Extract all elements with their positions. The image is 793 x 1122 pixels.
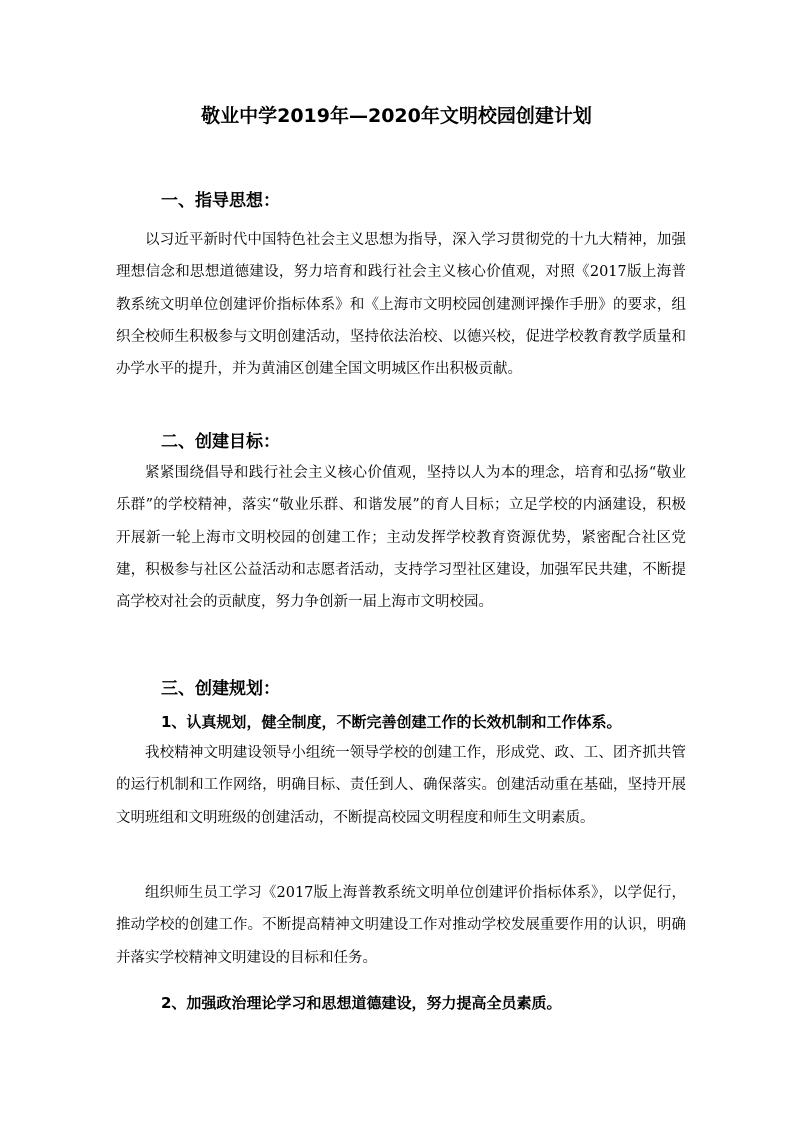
section-heading-goals: 二、创建目标： (161, 432, 280, 452)
subsection-heading-2: 2、加强政治理论学习和思想道德建设，努力提高全员素质。 (161, 994, 562, 1012)
paragraph-guiding-ideology: 以习近平新时代中国特色社会主义思想为指导，深入学习贯彻党的十九大精神，加强理想信念和思想道德建设，努力培育和践行社会主义核心价值观，对照《2017版上海普教系统文明单位创建评价指标体系》和《上海市文明校园创建测评操作手册》的要求，组织全校师生积极参与文明创建活动，坚持依法治校、以德兴校，促进学校教育教学质量和办学水平的提升，并为黄浦区创建全国文明城区作出积极贡献。 (116, 232, 686, 378)
section-heading-plan: 三、创建规划： (161, 679, 280, 699)
paragraph-goals: 紧紧围绕倡导和践行社会主义核心价值观，坚持以人为本的理念，培育和弘扬“敬业乐群”的学校精神，落实“敬业乐群、和谐发展”的育人目标；立足学校的内涵建设，积极开展新一轮上海市文明校园的创建工作；主动发挥学校教育资源优势，紧密配合社区党建，积极参与社区公益活动和志愿者活动，支持学习型社区建设，加强军民共建，不断提高学校对社会的贡献度，努力争创新一届上海市文明校园。 (116, 465, 686, 611)
subsection-heading-1: 1、认真规划，健全制度，不断完善创建工作的长效机制和工作体系。 (161, 713, 622, 731)
document-title: 敬业中学2019年—2020年文明校园创建计划 (201, 105, 592, 127)
section-heading-guiding-ideology: 一、指导思想： (161, 191, 280, 211)
paragraph-plan-1a: 我校精神文明建设领导小组统一领导学校的创建工作，形成党、政、工、团齐抓共管的运行机制和工作网络，明确目标、责任到人、确保落实。创建活动重在基础，坚持开展文明班组和文明班级的创建活动，不断提高校园文明程度和师生文明素质。 (116, 745, 686, 826)
paragraph-plan-1b: 组织师生员工学习《2017版上海普教系统文明单位创建评价指标体系》，以学促行，推动学校的创建工作。不断提高精神文明建设工作对推动学校发展重要作用的认识，明确并落实学校精神文明建设的目标和任务。 (116, 885, 686, 966)
